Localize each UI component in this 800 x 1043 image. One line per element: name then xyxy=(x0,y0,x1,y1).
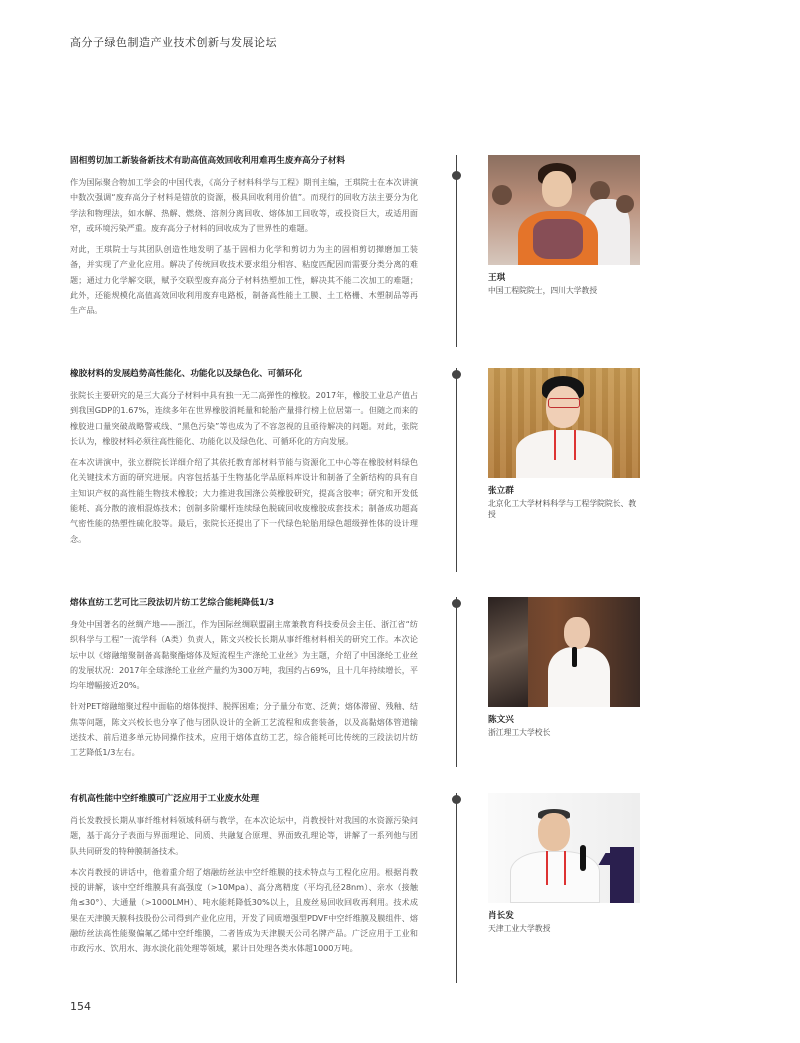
timeline-dot xyxy=(452,599,461,608)
timeline-dot xyxy=(452,370,461,379)
article-paragraph: 对此，王琪院士与其团队创造性地发明了基于固相力化学和剪切力为主的固相剪切撵磨加工装备，并实现了产业化应用。解决了传统回收技术要求组分相容、粘度匹配因而需要分类分离的难题；通过力化学解交联，赋予交联型废弃高分子材料热塑加工性，解决其不能二次加工的难题；此外，还能规模化高值高效回收利用废弃电路板，制备高性能土工膜、土工格栅、木塑制品等再生产品。 xyxy=(70,244,418,316)
article-body xyxy=(70,793,418,963)
timeline-dot xyxy=(452,171,461,180)
article-section xyxy=(70,155,790,355)
speaker-name: 肖长发 xyxy=(488,911,514,921)
timeline-line xyxy=(456,155,457,347)
article-section xyxy=(70,793,790,993)
article-paragraph: 张院长主要研究的是三大高分子材料中具有独一无二高弹性的橡胶。2017年，橡胶工业总产值占到我国GDP的1.67%，连续多年在世界橡胶消耗量和轮胎产量排行榜上位居第一。但随之而来的橡胶进口量突破战略警戒线、“黑色污染”等也成为了不容忽视的且亟待解决的问题。对此，张院长认为，橡胶材料必须往高性能化、功能化以及绿色化、可循环化的方向发展。 xyxy=(70,390,418,446)
article-paragraph: 针对PET熔融缩聚过程中面临的熔体搅拌、脱挥困难；分子量分布宽、泛黄；熔体滞留、残釉、结焦等问题，陈文兴校长也分享了他与团队设计的全新工艺流程和成套装备，以及高黏熔体管道输送技术、前后道多单元协同操作技术，应用于熔体直纺工艺，综合能耗可比传统的三段法切片纺工艺降低1/3左右。 xyxy=(70,701,418,758)
article-paragraph: 身处中国著名的丝绸产地——浙江，作为国际丝绸联盟副主席兼教育科技委员会主任、浙江省“纺织科学与工程”一流学科（A类）负责人，陈文兴校长长期从事纤维材料相关的研究工作。本次论坛中以《熔融缩聚制备高黏聚酯熔体及短流程生产涤纶工业丝》为主题，介绍了中国涤纶工业丝的发展状况：2017年全球涤纶工业丝产量约为300万吨，我国约占69%，且十几年持续增长，平均年增幅接近20%。 xyxy=(70,619,418,691)
timeline-dot xyxy=(452,795,461,804)
article-body xyxy=(70,155,418,325)
article-section xyxy=(70,368,790,568)
speaker-photo xyxy=(488,793,640,903)
timeline-line xyxy=(456,597,457,767)
page-number: 154 xyxy=(70,1000,91,1013)
speaker-title: 浙江理工大学校长 xyxy=(488,728,551,737)
speaker-name: 张立群 xyxy=(488,486,514,496)
speaker-title: 北京化工大学材料科学与工程学院院长、教授 xyxy=(488,499,637,519)
speaker-profile xyxy=(488,597,640,738)
article-body xyxy=(70,368,418,553)
article-paragraph: 作为国际聚合物加工学会的中国代表，《高分子材料科学与工程》期刊主编，王琪院士在本次讲演中数次强调“废弃高分子材料是错放的资源，极具回收利用价值”。而现行的回收方法主要分为化学法和物理法，如水解、热解、燃烧、溶剂分离回收、熔体加工回收等，或投资巨大，或适用面窄，或环境污染严重。废弃高分子材料的回收成为了世界性的难题。 xyxy=(70,177,418,233)
article-title: 熔体直纺工艺可比三段法切片纺工艺综合能耗降低1/3 xyxy=(70,598,275,608)
timeline-line xyxy=(456,368,457,572)
speaker-name: 王琪 xyxy=(488,273,506,283)
speaker-profile xyxy=(488,368,640,520)
speaker-name: 陈文兴 xyxy=(488,715,514,725)
speaker-profile xyxy=(488,155,640,296)
article-title: 固相剪切加工新装备新技术有助高值高效回收利用难再生废弃高分子材料 xyxy=(70,156,346,166)
speaker-photo xyxy=(488,597,640,707)
speaker-photo xyxy=(488,155,640,265)
running-header: 高分子绿色制造产业技术创新与发展论坛 xyxy=(70,36,277,49)
article-title: 有机高性能中空纤维膜可广泛应用于工业废水处理 xyxy=(70,794,260,804)
article-section xyxy=(70,597,790,787)
timeline-line xyxy=(456,793,457,983)
article-paragraph: 在本次讲演中，张立群院长详细介绍了其依托教育部材料节能与资源化工中心等在橡胶材料绿色化关键技术方面的研究进展。内容包括基于生物基化学品原料库设计和制备了全新结构的具有自主知识产权的高性能生物技术橡胶；大力推进我国涤公英橡胶研究，提高含胶率；研究和开发低能耗、高分散的液相混炼技术；创制多阶螺杆连续绿色脱硫回收废橡胶成套技术；制备成功超高气密性能的热塑性硫化胶等。最后，张院长还提出了下一代绿色轮胎用绿色超级弹性体的设计理念。 xyxy=(70,457,418,544)
article-title: 橡胶材料的发展趋势高性能化、功能化以及绿色化、可循环化 xyxy=(70,369,303,379)
speaker-title: 中国工程院院士，四川大学教授 xyxy=(488,286,598,295)
speaker-photo xyxy=(488,368,640,478)
article-paragraph: 本次肖教授的讲话中，他着重介绍了熔融纺丝法中空纤维膜的技术特点与工程化应用。根据肖教授的讲解，该中空纤维膜具有高强度（>10Mpa）、高分离精度（平均孔径28nm）、亲水（接触角≤30°）、大通量（>1000LMH）、吨水能耗降低30%以上，且废丝易回收回收再利用。技术成果在天津膜天膜科技股份公司得到产业化应用，开发了同质增强型PDVF中空纤维膜及膜组件、熔融纺丝法高性能聚偏氟乙烯中空纤维膜，二者皆成为天津膜天公司名牌产品。广泛应用于工业和市政污水、饮用水、海水淡化前处理等领域，累计日处理各类水体超1000万吨。 xyxy=(70,866,418,954)
speaker-title: 天津工业大学教授 xyxy=(488,924,551,933)
article-paragraph: 肖长发教授长期从事纤维材料领域科研与教学，在本次论坛中，肖教授针对我国的水资源污染问题，基于高分子表面与界面理论、同质、共融复合原理、界面致孔理论等，讲解了一系列他与团队共同研发的特种膜制备技术。 xyxy=(70,815,418,856)
article-body xyxy=(70,597,418,767)
speaker-profile xyxy=(488,793,640,934)
